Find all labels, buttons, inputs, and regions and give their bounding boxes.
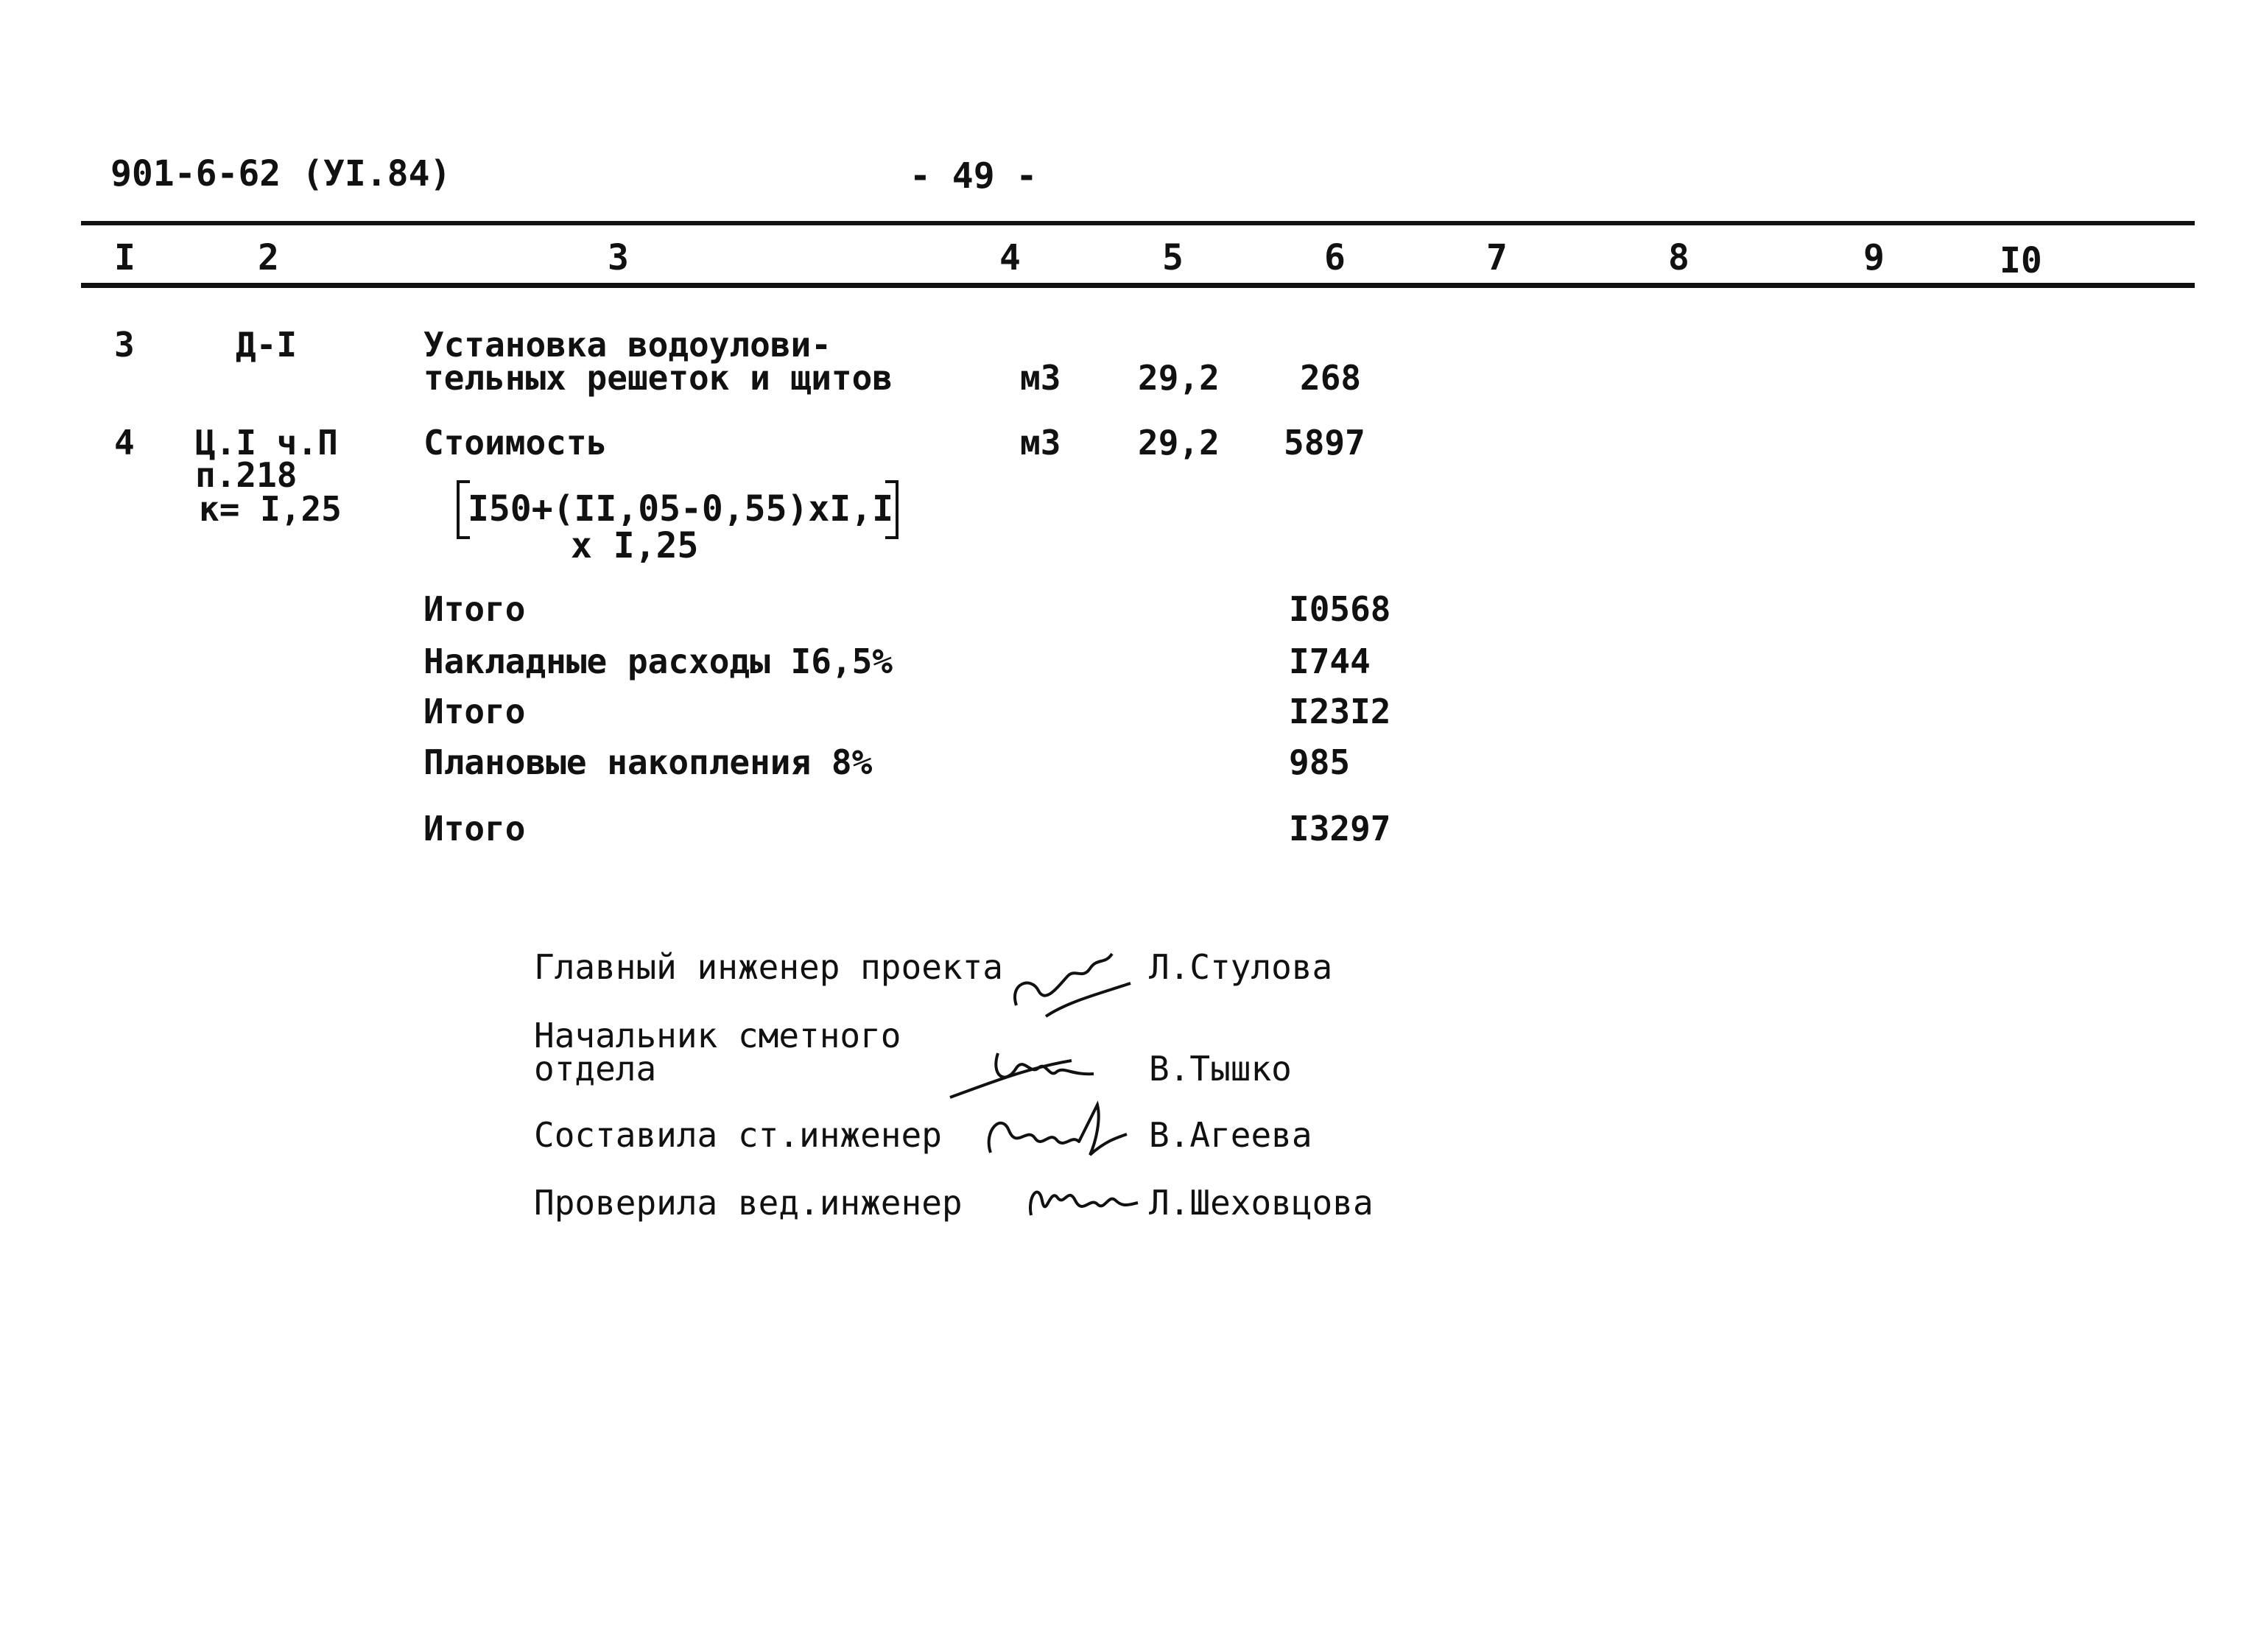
formula-line: I50+(II,05-0,55)xI,I: [468, 488, 893, 530]
signature-name: В.Тышко: [1149, 1049, 1292, 1089]
signature-role: отдела: [534, 1049, 657, 1089]
row-cost: 5897: [1284, 423, 1365, 463]
row-code: Ц.I ч.П: [195, 423, 338, 463]
column-header: 4: [999, 237, 1021, 278]
row-description: Установка водоулови-: [423, 325, 831, 365]
document-code: 901-6-62 (УI.84): [110, 153, 451, 194]
signature-role: Проверила вед.инженер: [534, 1183, 963, 1223]
row-code: Д-I: [236, 325, 298, 365]
signature-mark: [946, 1024, 1130, 1108]
total-value: I0568: [1289, 589, 1391, 629]
formula-bracket-right: [885, 480, 899, 539]
column-header: 5: [1162, 237, 1184, 278]
total-label: Плановые накопления 8%: [423, 742, 873, 782]
column-header: 3: [608, 237, 629, 278]
signature-mark: [1002, 924, 1134, 1023]
formula-line: x I,25: [571, 525, 699, 566]
row-code: п.218: [195, 455, 298, 495]
signature-mark: [980, 1097, 1134, 1167]
signature-role: Составила ст.инженер: [534, 1115, 942, 1155]
total-value: 985: [1289, 742, 1351, 782]
total-label: Итого: [423, 809, 526, 848]
column-header: 7: [1486, 237, 1508, 278]
row-number: 4: [114, 423, 135, 463]
row-unit: м3: [1020, 358, 1061, 398]
signature-name: Л.Стулова: [1149, 947, 1333, 987]
total-label: Накладные расходы I6,5%: [423, 642, 893, 681]
row-quantity: 29,2: [1138, 423, 1220, 463]
row-unit: м3: [1020, 423, 1061, 463]
total-value: I744: [1289, 642, 1371, 681]
total-label: Итого: [423, 589, 526, 629]
signature-role: Начальник сметного: [534, 1016, 901, 1055]
row-description: Стоимость: [423, 423, 608, 463]
total-label: Итого: [423, 692, 526, 731]
signature-name: В.Агеева: [1149, 1115, 1312, 1155]
row-code: к= I,25: [199, 489, 342, 529]
column-header: I0: [2000, 240, 2042, 281]
table-top-rule: [81, 221, 2195, 225]
row-quantity: 29,2: [1138, 358, 1220, 398]
column-header: 2: [258, 237, 279, 278]
page-number: - 49 -: [910, 155, 1038, 197]
row-description: тельных решеток и щитов: [423, 358, 893, 398]
column-header: 9: [1863, 237, 1885, 278]
column-header: 8: [1668, 237, 1689, 278]
column-header: 6: [1324, 237, 1346, 278]
signature-mark: [1024, 1167, 1142, 1229]
total-value: I3297: [1289, 809, 1391, 848]
row-number: 3: [114, 325, 135, 365]
signature-name: Л.Шеховцова: [1149, 1183, 1374, 1223]
total-value: I23I2: [1289, 692, 1391, 731]
row-cost: 268: [1300, 358, 1362, 398]
column-header: I: [114, 237, 136, 278]
signature-role: Главный инженер проекта: [534, 947, 1003, 987]
table-header-rule: [81, 283, 2195, 288]
